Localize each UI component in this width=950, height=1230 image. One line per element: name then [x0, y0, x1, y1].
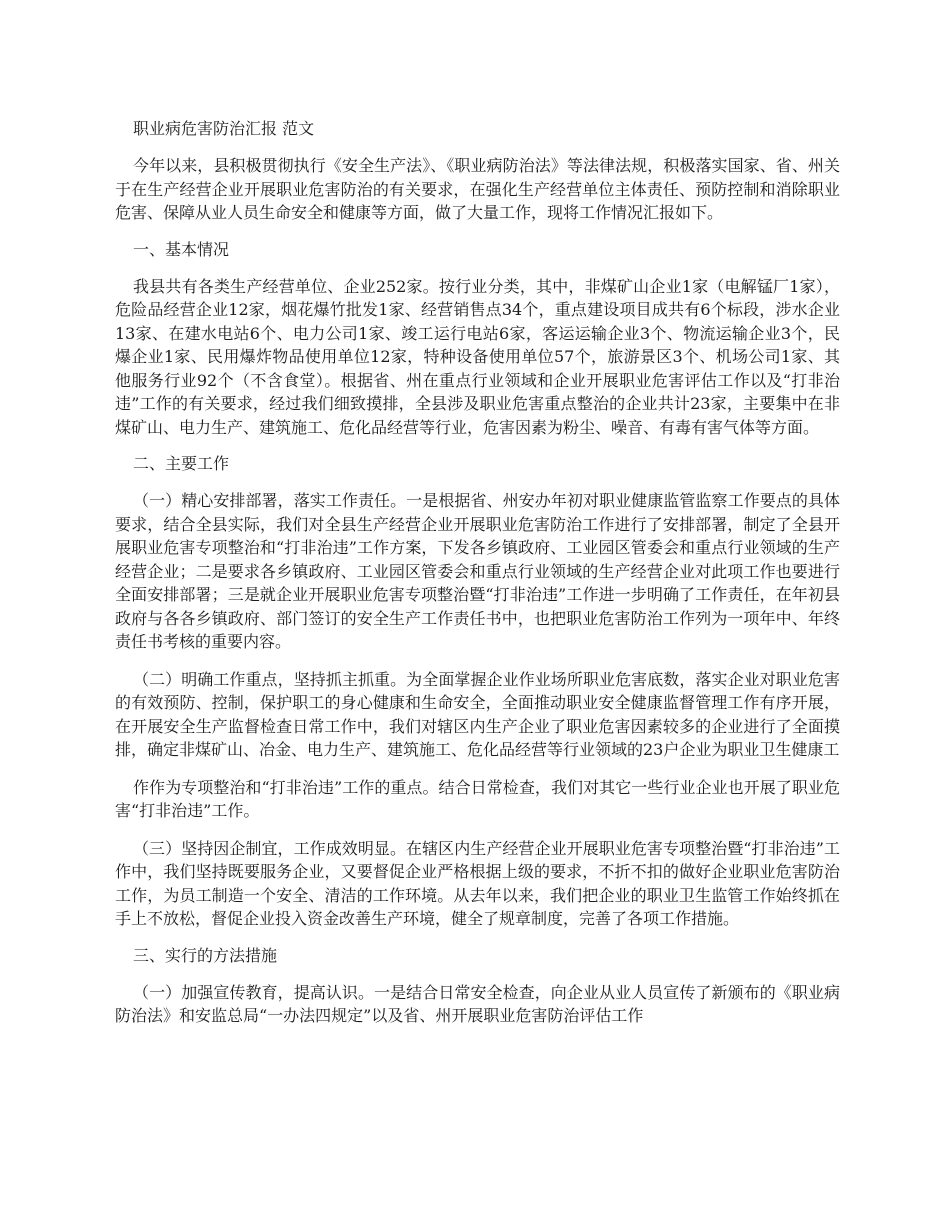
section-2-paragraph-2: （二）明确工作重点，坚持抓主抓重。为全面掌握企业作业场所职业危害底数，落实企业对职业危害的有效预防、控制，保护职工的身心健康和生命安全，全面推动职业安全健康监督管理工作有序开展，在开展安全生产监督检查日常工作中，我们对辖区内生产企业了职业危害因素较多的企业进行了全面摸排，确定非煤矿山、冶金、电力生产、建筑施工、危化品经营等行业领域的23户企业为职业卫生健康工 [115, 669, 840, 759]
section-2-paragraph-3: 作作为专项整治和“打非治违”工作的重点。结合日常检查，我们对其它一些行业企业也开展了职业危害“打非治违”工作。 [115, 777, 840, 820]
section-3-heading: 三、实行的方法措施 [133, 945, 278, 965]
section-1-paragraph: 我县共有各类生产经营单位、企业252家。按行业分类，其中，非煤矿山企业1家（电解锰厂1家），危险品经营企业12家，烟花爆竹批发1家、经营销售点34个，重点建设项目成共有6个标段，涉水企业13家、在建水电站6个、电力公司1家、竣工运行电站6家，客运运输企业3个、物流运输企业3个，民爆企业1家、民用爆炸物品使用单位12家，特种设备使用单位57个，旅游景区3个、机场公司1家、其他服务行业92个（不含食堂）。根据省、州在重点行业领域和企业开展职业危害评估工作以及“打非治违”工作的有关要求，经过我们细致摸排，全县涉及职业危害重点整治的企业共计23家，主要集中在非煤矿山、电力生产、建筑施工、危化品经营等行业，危害因素为粉尘、噪音、有毒有害气体等方面。 [115, 276, 840, 437]
document-title: 职业病危害防治汇报 范文 [133, 119, 315, 138]
document-page [115, 118, 840, 1042]
section-1-heading: 一、基本情况 [133, 239, 230, 259]
intro-paragraph: 今年以来，县积极贯彻执行《安全生产法》、《职业病防治法》等法律法规，积极落实国家、省、州关于在生产经营企业开展职业危害防治的有关要求，在强化生产经营单位主体责任、预防控制和消除职业危害、保障从业人员生命安全和健康等方面，做了大量工作，现将工作情况汇报如下。 [115, 156, 840, 222]
section-2-paragraph-4: （三）坚持因企制宜，工作成效明显。在辖区内生产经营企业开展职业危害专项整治暨“打非治违”工作中，我们坚持既要服务企业，又要督促企业严格根据上级的要求，不折不扣的做好企业职业危害防治工作，为员工制造一个安全、清洁的工作环境。从去年以来，我们把企业的职业卫生监管工作始终抓在手上不放松，督促企业投入资金改善生产环境，健全了规章制度，完善了各项工作措施。 [115, 838, 840, 928]
section-2-paragraph-1: （一）精心安排部署，落实工作责任。一是根据省、州安办年初对职业健康监管监察工作要点的具体要求，结合全县实际，我们对全县生产经营企业开展职业危害防治工作进行了安排部署，制定了全县开展职业危害专项整治和“打非治违”工作方案，下发各乡镇政府、工业园区管委会和重点行业领域的生产经营企业；二是要求各乡镇政府、工业园区管委会和重点行业领域的生产经营企业对此项工作也要进行全面安排部署；三是就企业开展职业危害专项整治暨“打非治违”工作进一步明确了工作责任，在年初县政府与各各乡镇政府、部门签订的安全生产工作责任书中，也把职业危害防治工作列为一项年中、年终责任书考核的重要内容。 [115, 491, 840, 651]
section-2-heading: 二、主要工作 [133, 454, 230, 473]
section-3-paragraph-1: （一）加强宣传教育，提高认识。一是结合日常安全检查，向企业从业人员宣传了新颁布的《职业病防治法》和安监总局“一办法四规定”以及省、州开展职业危害防治评估工作 [115, 982, 840, 1025]
